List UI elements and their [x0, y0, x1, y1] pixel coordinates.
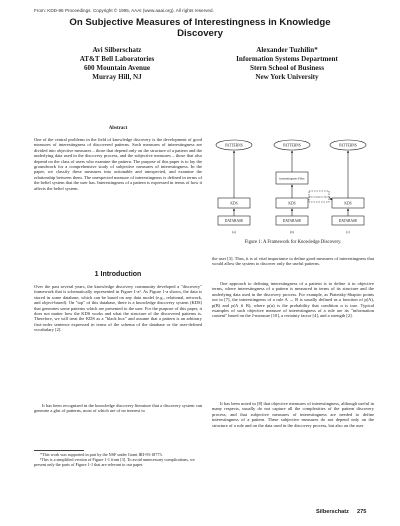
patterns-label-c: PATTERNS — [339, 143, 357, 148]
author-city: Murray Hill, NJ — [92, 73, 142, 81]
author-name: Alexander Tuzhilin* — [256, 46, 318, 54]
author-name: Avi Silberschatz — [92, 46, 142, 54]
subfigure-label-a: (a) — [232, 230, 236, 234]
database-label-c: DATABASE — [338, 218, 358, 223]
author-address: Stern School of Business — [250, 64, 324, 72]
kds-label-c: KDS — [344, 201, 352, 206]
right-paragraph-3: It has been noted in [8] that objective measures of interestingness, although useful in many respects, usually do not capture all the complexities of the pattern discovery process, and that subjective measures of interestingness are needed to define interestingness of a pattern. These subjective measures do not depend only on the structure of a rule and on the data used in the discovery process, but also on the user — [212, 401, 374, 428]
subfigure-label-c: (c) — [346, 230, 350, 234]
footnote-rule — [34, 450, 84, 451]
database-label-b: DATABASE — [282, 218, 302, 223]
copyright-note: From: KDD-95 Proceedings. Copyright © 1995, AAAI (www.aaai.org). All rights reserved. — [34, 8, 214, 13]
section-heading: 1 Introduction — [94, 271, 142, 278]
footnotes — [34, 452, 202, 467]
patterns-label-b: PATTERNS — [283, 143, 301, 148]
right-paragraph-2: One approach to defining interestingness of a pattern is to define it in objective terms, where interestingness of a pattern is measured in terms of its structure and the underlying data used in the discovery process. For example, as Piatetsky-Shapiro points out in [7], the interestingness of a rule A → B is usually defined as a function of p(A), p(B) and p(A ∧ B), where p(α) is the probability that condition α is true. Typical examples of such objective measure of interestingness of a rule are its "information content" based on the J-measure [10], a certainty factor [4], and a strength [2]. — [212, 281, 374, 319]
title-line-2: Discovery — [177, 28, 223, 39]
author-block-1 — [34, 46, 200, 82]
author-org: Information Systems Department — [236, 55, 338, 63]
page-number: 275 — [356, 509, 367, 515]
footnote-1: *This work was supported in part by the NSF under Grant IRI-93-18773. — [40, 452, 163, 457]
patterns-label-a: PATTERNS — [225, 143, 243, 148]
database-label-a: DATABASE — [224, 218, 244, 223]
author-address: 600 Mountain Avenue — [83, 64, 151, 72]
author-city: New York University — [255, 73, 319, 81]
kds-label-a: KDS — [230, 201, 238, 206]
footnote-2: ¹This is a simplified version of Figure 1-1 from [3]. To avoid unnecessary complications, we present only the parts of Figure 1-1 that are relevant to our paper. — [34, 457, 195, 467]
abstract-heading: Abstract — [108, 126, 128, 131]
subfigure-label-b: (b) — [290, 230, 294, 234]
specs-label-c: Interestingness Specs — [308, 195, 330, 199]
framework-figure — [212, 130, 374, 236]
paper-title — [0, 17, 400, 39]
author-org: AT&T Bell Laboratories — [79, 55, 155, 63]
title-line-1: On Subjective Measures of Interestingness in Knowledge — [69, 17, 331, 28]
page-footer — [316, 509, 366, 515]
intro-paragraph-1: Over the past several years, the knowledge discovery community developed a "discovery" framework that is schematically represented in Figure 1-a¹. As Figure 1-a shows, the data is stored in some database, which can be based on any data model (e.g., relational, network, and object-based). On "top" of this database, there is a knowledge discovery system (KDS) that generates some patterns which are presented to the user. For the purpose of this paper, it does not matter how the KDS works and what the structure of the discovered patterns is. Therefore, we will treat the KDS as a "black box" and assume that a pattern is an arbitrary first-order sentence expressed in terms of the schema of the database or the user-defined vocabulary [2]. — [34, 284, 202, 333]
filter-label-b: Interestingness Filter — [279, 176, 305, 181]
kds-label-b: KDS — [288, 201, 296, 206]
intro-paragraph-2: It has been recognized in the knowledge discovery literature that a discovery system can generate a glut of patterns, most of which are of no interest to — [34, 403, 202, 414]
figure-caption: Figure 1: A Framework for Knowledge Discovery. — [244, 240, 342, 245]
right-paragraph-1: the user [3]. Thus, it is of vital importance to define good measures of interestingness that would allow the system to discover only the useful patterns. — [212, 256, 374, 267]
footer-author: Silberschatz — [316, 509, 349, 515]
abstract-body: One of the central problems in the field of knowledge discovery is the development of good measures of interestingness of discovered patterns. Such measures of interestingness are divided into objective measures – those that depend only on the structure of a pattern and the underlying data used in the discovery process, and the subjective measures – those that also depend on the class of users who examine the pattern. The purpose of this paper is to lay the groundwork for a comprehensive study of subjective measures of interestingness. In the paper, we classify these measures into actionable and unexpected, and examine the relationship between them. The unexpected measure of interestingness is defined in terms of the belief system that the user has. Interestingness of a pattern is expressed in terms of how it affects the belief system. — [34, 137, 202, 191]
author-block-2 — [200, 46, 374, 82]
